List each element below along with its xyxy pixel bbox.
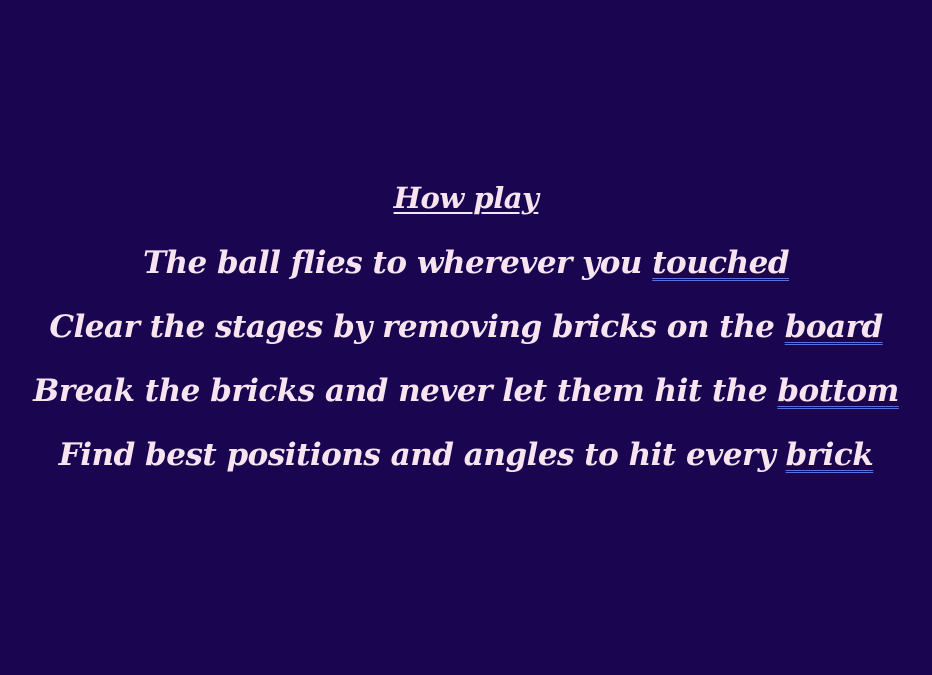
instructions-panel <box>0 181 932 504</box>
rule-text: Clear the stages by removing bricks on the <box>49 309 785 345</box>
how-to-play-title <box>0 181 932 224</box>
rule-line-3 <box>0 373 932 440</box>
rule-link-board[interactable]: board <box>784 309 883 345</box>
rule-line-4 <box>0 437 932 504</box>
rule-text: The ball flies to wherever you <box>142 245 653 281</box>
how-to-play-title-text: How play <box>393 181 539 215</box>
rule-link-brick[interactable]: brick <box>785 437 874 473</box>
rule-text: Break the bricks and never let them hit the <box>33 373 778 409</box>
rule-link-bottom[interactable]: bottom <box>777 373 899 409</box>
rule-line-1 <box>0 245 932 312</box>
rule-link-touched[interactable]: touched <box>652 245 790 281</box>
rule-text: Find best positions and angles to hit every <box>58 437 786 473</box>
rule-line-2 <box>0 309 932 376</box>
